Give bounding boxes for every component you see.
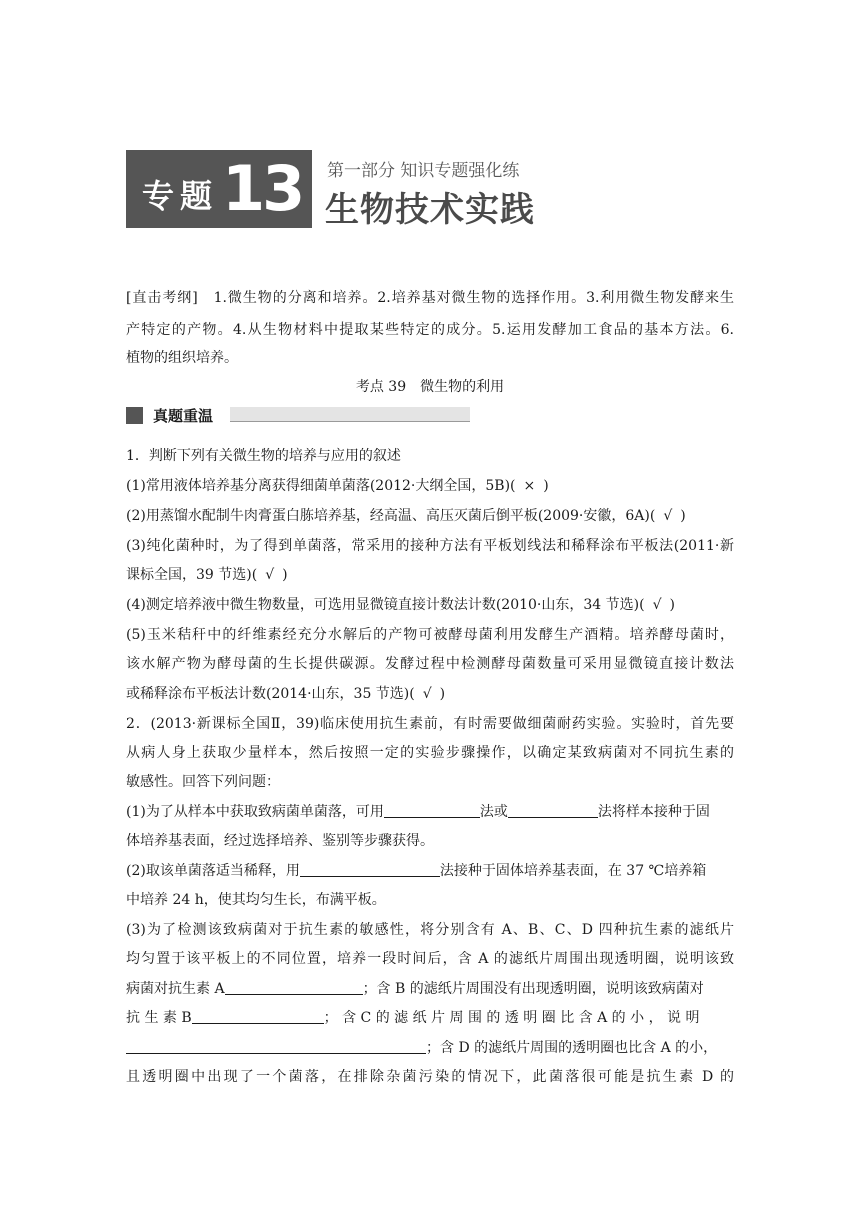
section-bar <box>230 407 470 422</box>
outline-line-3: 植物的组织培养。 <box>126 350 238 366</box>
q1-item-4-answer: √ <box>652 597 662 613</box>
q2-part-3e <box>126 1038 734 1058</box>
chapter-title: 生物技术实践 <box>325 190 535 230</box>
section-label: 真题重温 <box>153 407 214 425</box>
q2-p1-end: 法将样本接种于固 <box>597 804 710 820</box>
q2-part-3a: (3)为了检测该致病菌对于抗生素的敏感性，将分别含有 A、B、C、D 四种抗生素的滤纸片 <box>126 922 734 938</box>
answer-blank <box>384 803 480 818</box>
q1-item-2 <box>126 506 734 526</box>
q2-p3c-start: 病菌对抗生素 A <box>126 981 225 997</box>
q2-p3e-end: ；含 D 的滤纸片周围的透明圈也比含 A 的小， <box>426 1040 718 1056</box>
part-label: 第一部分 知识专题强化练 <box>327 161 520 181</box>
q2-part-3c <box>126 979 734 999</box>
close-paren: ) <box>669 597 675 613</box>
q2-part-3d <box>126 1008 734 1028</box>
q2-line-1: 2．(2013·新课标全国Ⅱ，39)临床使用抗生素前，有时需要做细菌耐药实验。实验时，首先要 <box>126 716 734 732</box>
answer-blank <box>126 1039 426 1054</box>
q2-part-3b: 均匀置于该平板上的不同位置，培养一段时间后，含 A 的滤纸片周围出现透明圈，说明该致 <box>126 951 734 967</box>
q2-p1-start: (1)为了从样本中获取致病菌单菌落，可用 <box>126 804 384 820</box>
q1-item-5b: 该水解产物为酵母菌的生长提供碳源。发酵过程中检测酵母菌数量可采用显微镜直接计数法 <box>126 656 734 672</box>
q2-p3d-start: 抗 生 素 B <box>126 1010 192 1026</box>
badge-text: 专题 <box>142 177 219 215</box>
close-paren: ) <box>282 567 288 583</box>
answer-blank <box>508 803 598 818</box>
close-paren: ) <box>543 478 549 494</box>
q2-p3c-end: ；含 B 的滤纸片周围没有出现透明圈，说明该致病菌对 <box>362 981 704 997</box>
q2-part-1b: 体培养基表面，经过选择培养、鉴别等步骤获得。 <box>126 833 434 849</box>
q1-item-5-text: 或稀释涂布平板法计数(2014·山东，35 节选)( <box>126 686 415 702</box>
q1-item-5a: (5)玉米秸秆中的纤维素经充分水解后的产物可被酵母菌利用发酵生产酒精。培养酵母菌时， <box>126 627 734 643</box>
q1-item-1 <box>126 476 734 496</box>
q2-part-2b: 中培养 24 h，使其均匀生长，布满平板。 <box>126 892 386 908</box>
close-paren: ) <box>439 686 446 702</box>
q1-item-5c <box>126 684 734 704</box>
q1-item-2-answer: √ <box>663 508 673 524</box>
q1-item-5-answer: √ <box>422 686 432 702</box>
q1-item-1-text: (1)常用液体培养基分离获得细菌单菌落(2012·大纲全国，5B)( <box>126 478 516 494</box>
close-paren: ) <box>680 508 686 524</box>
chapter-badge <box>126 150 312 228</box>
q2-part-3f: 且透明圈中出现了一个菌落，在排除杂菌污染的情况下，此菌落很可能是抗生素 D 的 <box>126 1069 734 1085</box>
q2-line-2: 从病人身上获取少量样本，然后按照一定的实验步骤操作，以确定某致病菌对不同抗生素的 <box>126 745 734 761</box>
q1-item-3a: (3)纯化菌种时，为了得到单菌落，常采用的接种方法有平板划线法和稀释涂布平板法(2011·新 <box>126 538 734 554</box>
q2-line-3: 敏感性。回答下列问题： <box>126 774 280 790</box>
q1-item-4-text: (4)测定培养液中微生物数量，可选用显微镜直接计数法计数(2010·山东，34 节选)( <box>126 597 645 613</box>
q2-p1-mid: 法或 <box>479 804 508 820</box>
q2-p2-end: 法接种于固体培养基表面，在 37 ℃培养箱 <box>439 863 707 879</box>
q2-part-1a <box>126 802 734 822</box>
q1-item-2-text: (2)用蒸馏水配制牛肉膏蛋白胨培养基，经高温、高压灭菌后倒平板(2009·安徽，6A)( <box>126 508 656 524</box>
q2-p3d-end: ； 含 C 的 滤 纸 片 周 围 的 透 明 圈 比 含 A 的 小 ， 说 明 <box>323 1010 700 1026</box>
topic-heading: 考点 39 微生物的利用 <box>355 379 505 395</box>
answer-blank <box>225 980 363 995</box>
outline-line-2: 产特定的产物。4.从生物材料中提取某些特定的成分。5.运用发酵加工食品的基本方法。6. <box>126 322 734 338</box>
section-square-icon <box>126 407 143 424</box>
q1-item-3-answer: √ <box>265 567 275 583</box>
q1-item-4 <box>126 595 734 615</box>
outline-line-1: [直击考纲] 1.微生物的分离和培养。2.培养基对微生物的选择作用。3.利用微生物发酵来生 <box>126 290 734 306</box>
q2-p2-start: (2)取该单菌落适当稀释，用 <box>126 863 300 879</box>
chapter-number: 13 <box>222 152 303 225</box>
answer-blank <box>192 1009 324 1024</box>
q1-stem: 1．判断下列有关微生物的培养与应用的叙述 <box>126 448 401 464</box>
answer-blank <box>300 862 440 877</box>
q1-item-3-text: 课标全国，39 节选)( <box>126 567 258 583</box>
q1-item-1-answer: × <box>523 478 536 494</box>
q1-item-3b <box>126 565 734 585</box>
q2-part-2a <box>126 861 734 881</box>
